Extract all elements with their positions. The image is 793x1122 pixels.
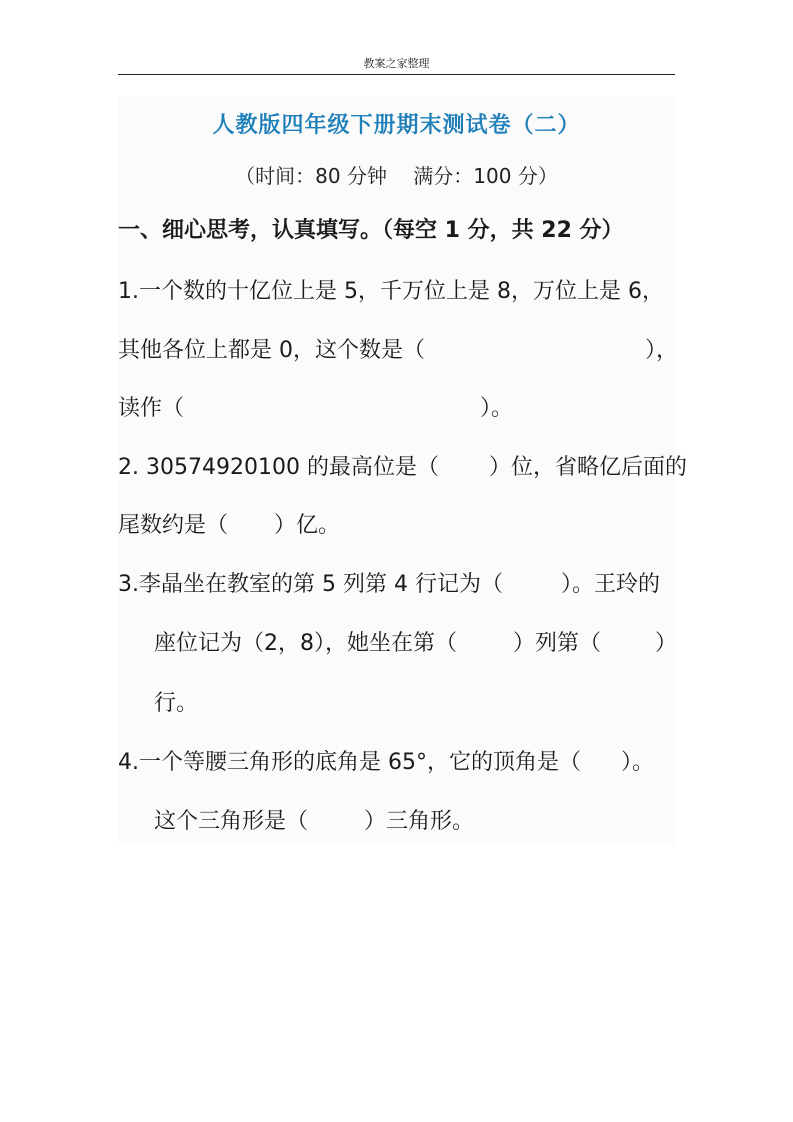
question-4-text-2a: 这个三角形是（	[154, 809, 309, 834]
question-1-text-3b: ）。	[480, 396, 514, 421]
question-4-text-1b: ）。	[620, 750, 654, 775]
question-3-text-2b: ）列第（	[513, 631, 602, 656]
question-1-text-3a: 读作（	[118, 396, 185, 421]
question-2-text-2a: 尾数约是（	[118, 513, 229, 538]
question-3-text-1a: 3.李晶坐在教室的第 5 列第 4 行记为（	[118, 572, 503, 597]
header-text: 教案之家整理	[363, 57, 430, 70]
question-2-text-1a: 2. 30574920100 的最高位是（	[118, 455, 439, 480]
question-2-text-1b: ）位，省略亿后面的	[488, 455, 687, 480]
question-1-line-1: 1.一个数的十亿位上是 5，千万位上是 8，万位上是 6，	[118, 279, 664, 304]
question-3-text-2a: 座位记为（2，8），她坐在第（	[154, 631, 457, 656]
question-2-line-1	[118, 450, 687, 481]
question-3-line-1	[118, 567, 660, 598]
question-1-line-3	[118, 391, 513, 422]
document-title: 人教版四年级下册期末测试卷（二）	[212, 113, 581, 138]
question-1-text-2b: ），	[645, 338, 679, 363]
document-subtitle: （时间：80 分钟 满分：100 分）	[235, 164, 558, 188]
page-header	[118, 56, 675, 75]
question-4-text-1a: 4.一个等腰三角形的底角是 65°，它的顶角是（	[118, 750, 581, 775]
question-3-line-3: 行。	[154, 691, 199, 716]
section-heading: 一、细心思考，认真填写。（每空 1 分，共 22 分）	[118, 218, 624, 243]
question-4-line-2	[154, 804, 474, 835]
question-1-line-2	[118, 333, 678, 364]
question-3-text-2c: ）	[655, 631, 678, 656]
question-4-line-1	[118, 745, 654, 776]
question-1-text-2a: 其他各位上都是 0，这个数是（	[118, 338, 425, 363]
question-2-text-2b: ）亿。	[274, 513, 341, 538]
question-3-text-1b: ）。王玲的	[560, 572, 660, 597]
question-4-text-2b: ）三角形。	[364, 809, 475, 834]
question-3-line-2	[154, 626, 677, 657]
question-2-line-2	[118, 508, 340, 539]
